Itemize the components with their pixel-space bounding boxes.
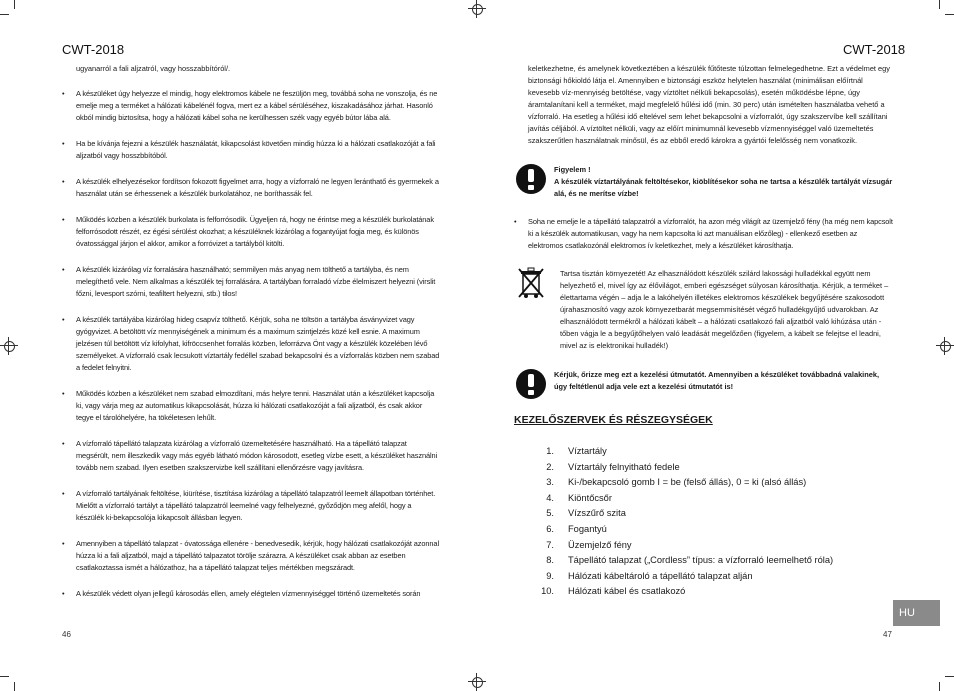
safety-bullet: • A vízforraló tápellátó talapzata kizárólag a vízforraló üzemeltetésére használható. Ha a tápellátó talapzat megsérült, nem illeszkedik vagy más egyéb látható módon károsodott, esetleg vízbe esett, a készüléket használni tovább nem szabad. Ilyen esetben szakszervizbe kell szállítani ellenőrzésre vagy javításra. bbox=[62, 438, 440, 474]
warning-block-water bbox=[514, 164, 894, 204]
parts-list bbox=[534, 444, 833, 600]
safety-bullet: • Működés közben a készüléket nem szabad elmozdítani, más helyre tenni. Használat után a készüléket kapcsolja ki, vagy várja meg az automatikus kikapcsolását, húzza ki hálózati csatlakozóját a fali aljzatból, és csak akkor tegye el tárolóhelyére, ha tökéletesen lehűlt. bbox=[62, 388, 440, 424]
list-item: 1. Víztartály bbox=[546, 446, 607, 456]
right-page-header: CWT-2018 bbox=[843, 42, 906, 57]
safety-bullet: • A vízforraló tartályának feltöltése, kiürítése, tisztítása kizárólag a tápellátó talapzatról leemelt állapotban történhet. Mielőtt a vízforraló tartályt a tápellátó talapzatról leemelné vagy felhelyezné, győződjön meg afelől, hogy a készülék ki-bekapcsolója kikapcsolt állásban legyen. bbox=[62, 488, 440, 524]
warning-body: Kérjük, őrizze meg ezt a kezelési útmutatót. Amennyiben a készüléket továbbadná valakinek, úgy feltétlenül adja vele ezt a kezelési útmutatót is! bbox=[554, 370, 880, 391]
part-label: Hálózati kábel és csatlakozó bbox=[568, 586, 686, 597]
base-removal-bullet: • Soha ne emelje le a tápellátó talapzatról a vízforralót, ha azon még világít az üzemjelző fény (ha még nem kapcsolt ki a készülék automatikusan, vagy ha nem kapcsolta ki azt manuálisan előzőleg) - ellenkező esetben az elektromos csatlakozónál elektromos ív keletkezhet, mely a készüléket károsíthatja. bbox=[514, 216, 894, 252]
warning-text bbox=[554, 164, 894, 200]
crop-mark bbox=[0, 676, 9, 677]
left-page-body bbox=[62, 63, 440, 600]
part-label: Hálózati kábeltároló a tápellátó talapzat alján bbox=[568, 570, 753, 581]
list-item: 10. Hálózati kábel és csatlakozó bbox=[541, 586, 686, 597]
crop-mark bbox=[945, 676, 954, 677]
part-label: Víztartály felnyitható fedele bbox=[568, 461, 680, 472]
left-page-number: 46 bbox=[62, 630, 71, 639]
environment-notice: Tartsa tisztán környezetét! Az elhasználódott készülék szilárd lakossági hulladékkal együtt nem helyezhető el, mivel így az élővilágot, emberi egészséget súlyosan károsíthatja. Kérjük, a terméket – élettartama végén – adja le a lakóhelyén illetékes elektromos készülékek begyűjtésére szakosodott újrahasznosító vagy azok környezetbarát megsemmisítését végző hulladékgyűjtő udvarokban. Az elhasználódott termékről a hálózati kábelt – a hálózati csatlakozó fali aljzatból való kihúzása után - tőben vágja le a begyűjtőhelyen való leadását megelőzően (figyelem, a kábelt se felejtse el leadni, mivel az is elektronikai hulladék!) bbox=[560, 269, 889, 350]
left-page-header: CWT-2018 bbox=[62, 42, 125, 57]
registration-mark-bottom bbox=[471, 676, 483, 688]
part-label: Ki-/bekapcsoló gomb I = be (felső állás), 0 = ki (alsó állás) bbox=[568, 477, 807, 488]
registration-mark-left bbox=[3, 340, 15, 352]
safety-bullet: • A készülék kizárólag víz forralására használható; semmilyen más anyag nem tölthető a tartályba, és nem melegíthető vele. Nem alkalmas a készülék tej forralására. A tartályban forraladó vízbe élelmiszert helyezni (virslit főzni, levesport szórni, teafiltert helyezni, stb.) tilos! bbox=[62, 264, 440, 300]
safety-bullet: • A készülék védett olyan jellegű károsodás ellen, amely elégtelen vízmennyiséggel történő üzemeltetés során bbox=[62, 588, 440, 600]
registration-mark-right bbox=[939, 340, 951, 352]
crop-mark bbox=[939, 0, 940, 9]
part-label: Kiöntőcsőr bbox=[568, 492, 612, 503]
safety-bullet: • Ha be kívánja fejezni a készülék használatát, kikapcsolást követően mindig húzza ki a hálózati csatlakozóját a fali aljzatból vagy hosszbbítóból. bbox=[62, 138, 440, 162]
part-label: Tápellátó talapzat („Cordless” típus: a vízforraló leemelhető róla) bbox=[568, 555, 834, 566]
list-item: 8. Tápellátó talapzat („Cordless” típus: a vízforraló leemelhető róla) bbox=[546, 555, 834, 566]
intro-paragraph: keletkezhetne, és amelynek következtében a készülék fűtőteste túlzottan felmelegedhetne. Ezt a védelmet egy biztonsági hőkioldó látja el. Amennyiben e biztonsági eszköz helytelen használat (minimálisan előírtnál kevesebb víz-mennyiség betöltése, vagy víztöltet nélküli bekapcsolás), esetén működésbe lépne, úgy áramtalanítani kell a terméket, majd megfelelő hűlési idő (min. 30 perc) után ismételten használatba vehető a vízforraló. Ha esetleg a hűlési idő eltelével sem lehet bekapcsolni a vízforralót, úgy szakszervíbe kell szállítani javítás céljából. A víztöltet nélküli, vagy az előírt minimumnál kevesebb vízmennyiséggel való üzemeltetés szakszerűtlen használatnak minősül, és az ebből eredő károkra a gyártói felelősség nem vonatkozik. bbox=[528, 64, 890, 145]
safety-bullet: • A készülék elhelyezésekor fordítson fokozott figyelmet arra, hogy a vízforraló ne legyen leránthatő és gyermekek a használat után se érhessenek a készülék burkolatához, ne boríthassák fel. bbox=[62, 176, 440, 200]
safety-bullet: • Működés közben a készülék burkolata is felforrósodik. Ügyeljen rá, hogy ne érintse meg a készülék burkolatának felforrósodott részét, ez égési sérülést okozhat; a készüléknek kizárólag a fogantyújat fogja meg, és különös óvatossággal járjon el akkor, amikor a forróvizet a tartályból kitölti. bbox=[62, 214, 440, 250]
safety-bullet: • A készülék tartályába kizárólag hideg csapvíz tölthető. Kérjük, soha ne töltsön a tartályba ásványvizet vagy gyógyvizet. A betöltött víz mennyiségének a minimum és a maximum szintjelzés közé kell esnie. A maximum jelzésen túl betöltött víz kifolyhat, kifröccsenhet forralás közben, leforrázva Önt vagy a készülék közelében lévő személyeket. A vízforraló csak lecsukott víztartály fedéllel szabad bekapcsolni és a vízforralás közben nem szabad a fedelet felnyitni. bbox=[62, 314, 440, 374]
right-page-number: 47 bbox=[883, 630, 892, 639]
part-label: Fogantyú bbox=[568, 523, 607, 534]
crop-mark bbox=[14, 682, 15, 691]
part-label: Vízszűrő szita bbox=[568, 508, 626, 519]
continuation-text: ugyanarról a fali aljzatról, vagy hosszabbítóról/. bbox=[76, 64, 231, 73]
crop-mark bbox=[939, 682, 940, 691]
warning-exclamation-icon bbox=[516, 369, 546, 399]
part-label: Üzemjelző fény bbox=[568, 539, 632, 550]
warning-title: Figyelem ! bbox=[554, 165, 591, 174]
crop-mark bbox=[0, 14, 9, 15]
crop-mark bbox=[14, 0, 15, 9]
warning-exclamation-icon bbox=[516, 164, 546, 194]
part-label: Víztartály bbox=[568, 446, 607, 456]
warning-block-manual bbox=[514, 369, 894, 401]
list-item: 7. Üzemjelző fény bbox=[546, 539, 632, 550]
section-heading: KEZELŐSZERVEK ÉS RÉSZEGYSÉGEK bbox=[514, 414, 713, 426]
list-item: 5. Vízszűrő szita bbox=[546, 508, 626, 519]
safety-bullet: • A készüléket úgy helyezze el mindig, hogy elektromos kábele ne feszüljön meg, továbbá soha ne vonszolja, és ne emelje meg a terméket a hálózati kábelénél fogva, mert ez a kábel sérüléséhez, kiszakadásához járhat. Hasonló okból mindig biztosítsa, hogy a hálózati kábel soha ne kerülhessen szék vagy egyéb bútor lába alá. bbox=[62, 88, 440, 124]
safety-bullet: • Amennyiben a tápellátó talapzat - óvatossága ellenére - benedvesedik, kérjük, hogy hálózati csatlakozóját azonnal húzza ki a fali aljzatból, majd a tápellátó talpazatot törölje szárazra. A készüléket csak abban az esetben csatlakoztassa ismét a hálózathoz, ha a tápellátó talapzat teljes mértékben megszáradt. bbox=[62, 538, 440, 574]
list-item: 4. Kiöntőcsőr bbox=[546, 492, 612, 503]
registration-mark-top bbox=[471, 3, 483, 15]
crop-mark bbox=[945, 14, 954, 15]
list-item: 2. Víztartály felnyitható fedele bbox=[546, 461, 680, 472]
list-item: 9. Hálózati kábeltároló a tápellátó talapzat alján bbox=[546, 570, 753, 581]
language-tab: HU bbox=[893, 600, 940, 626]
crossed-bin-icon bbox=[516, 266, 546, 300]
warning-body: A készülék víztartályának feltöltésekor, kiöblítésekor soha ne tartsa a készülék tartályát vízsugár alá, és ne merítse vízbe! bbox=[554, 177, 893, 198]
list-item: 3. Ki-/bekapcsoló gomb I = be (felső állás), 0 = ki (alsó állás) bbox=[546, 477, 807, 488]
list-item: 6. Fogantyú bbox=[546, 523, 607, 534]
